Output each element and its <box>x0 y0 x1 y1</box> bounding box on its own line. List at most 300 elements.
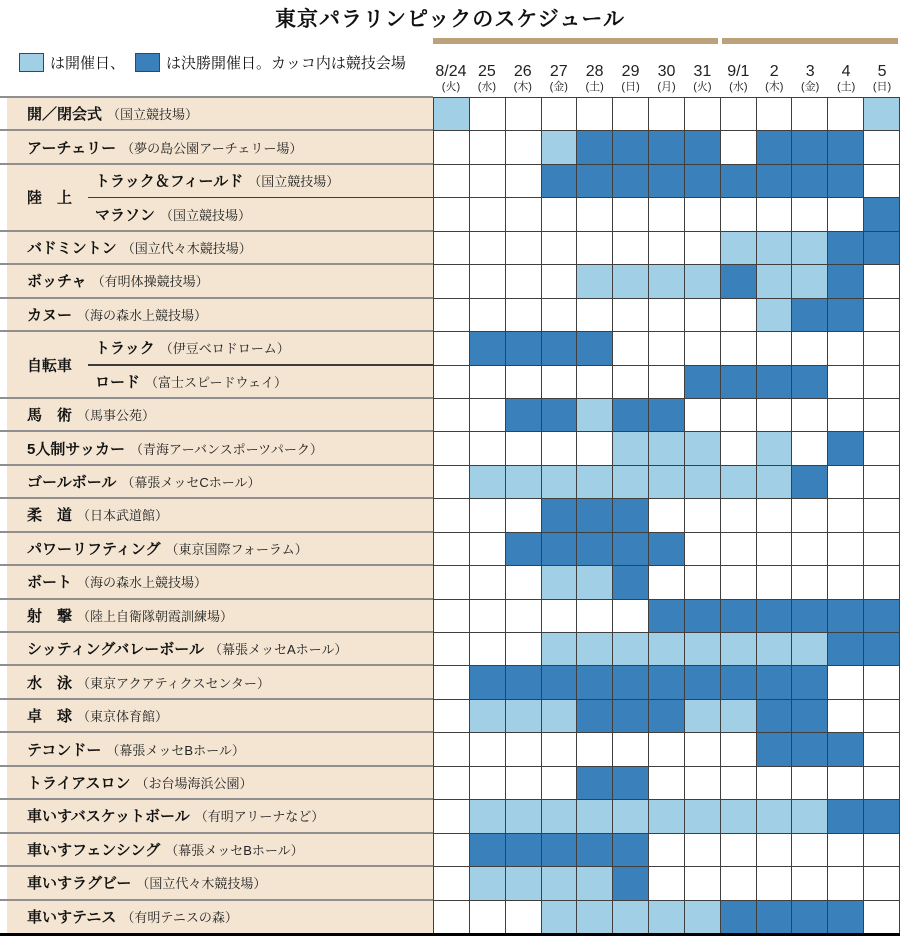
venue-name: （幕張メッセBホール） <box>165 842 304 858</box>
schedule-cell <box>469 164 505 197</box>
schedule-cell <box>505 766 541 799</box>
schedule-cell <box>863 498 900 531</box>
venue-name: （海の森水上競技場） <box>77 307 208 323</box>
schedule-cell <box>684 732 720 765</box>
table-row <box>0 532 900 565</box>
schedule-cell <box>505 833 541 866</box>
table-row <box>0 498 900 531</box>
row-label <box>0 766 433 799</box>
schedule-cell <box>541 665 577 698</box>
schedule-cell <box>756 465 792 498</box>
schedule-cell <box>863 565 900 598</box>
schedule-cell <box>648 197 684 230</box>
schedule-cell <box>541 498 577 531</box>
schedule-cell <box>576 766 612 799</box>
table-row <box>0 732 900 765</box>
schedule-cell <box>576 900 612 933</box>
schedule-cell <box>648 97 684 130</box>
schedule-cell <box>720 431 756 464</box>
schedule-cell <box>863 97 900 130</box>
schedule-cell <box>720 298 756 331</box>
schedule-cell <box>576 398 612 431</box>
date-day: 4 <box>841 63 851 80</box>
row-cells <box>433 799 900 832</box>
schedule-cell <box>684 164 720 197</box>
schedule-cell <box>684 264 720 297</box>
sport-name: マラソン <box>95 206 156 224</box>
row-cells <box>433 331 900 364</box>
row-cells <box>433 465 900 498</box>
schedule-cell <box>756 699 792 732</box>
sport-name: テコンドー <box>27 741 102 759</box>
schedule-cell <box>827 799 863 832</box>
schedule-cell <box>505 97 541 130</box>
schedule-cell <box>863 532 900 565</box>
schedule-cell <box>791 699 827 732</box>
schedule-cell <box>720 398 756 431</box>
schedule-cell <box>612 97 648 130</box>
schedule-cell <box>684 766 720 799</box>
row-cells <box>433 632 900 665</box>
schedule-cell <box>612 197 648 230</box>
schedule-cell <box>791 732 827 765</box>
schedule-cell <box>791 866 827 899</box>
schedule-cell <box>612 365 648 398</box>
schedule-cell <box>863 632 900 665</box>
schedule-cell <box>648 231 684 264</box>
date-column-header <box>756 46 792 96</box>
schedule-cell <box>756 732 792 765</box>
schedule-cell <box>505 164 541 197</box>
schedule-cell <box>576 833 612 866</box>
venue-name: （青海アーバンスポーツパーク） <box>130 441 323 457</box>
schedule-cell <box>827 900 863 933</box>
september-month-bar <box>722 38 898 44</box>
schedule-cell <box>827 498 863 531</box>
schedule-cell <box>648 365 684 398</box>
schedule-cell <box>541 900 577 933</box>
schedule-cell <box>791 532 827 565</box>
date-day: 30 <box>657 63 676 80</box>
schedule-cell <box>469 699 505 732</box>
schedule-cell <box>791 264 827 297</box>
schedule-cell <box>469 498 505 531</box>
venue-name: （国立競技場） <box>160 207 252 223</box>
schedule-cell <box>433 197 469 230</box>
schedule-cell <box>756 532 792 565</box>
schedule-cell <box>612 599 648 632</box>
schedule-cell <box>720 264 756 297</box>
schedule-cell <box>756 97 792 130</box>
schedule-cell <box>684 97 720 130</box>
schedule-cell <box>863 231 900 264</box>
date-weekday: (木) <box>513 81 532 93</box>
schedule-cell <box>684 532 720 565</box>
schedule-cell <box>612 766 648 799</box>
date-column-header <box>792 46 828 96</box>
schedule-cell <box>791 599 827 632</box>
schedule-cell <box>541 231 577 264</box>
date-day: 2 <box>769 63 779 80</box>
schedule-cell <box>612 164 648 197</box>
schedule-cell <box>469 264 505 297</box>
schedule-cell <box>720 632 756 665</box>
open-day-swatch <box>19 53 44 72</box>
venue-name: （国立代々木競技場） <box>136 876 267 892</box>
schedule-cell <box>541 465 577 498</box>
date-column-header <box>649 46 685 96</box>
sport-name: ボート <box>27 574 73 592</box>
schedule-cell <box>863 431 900 464</box>
schedule-cell <box>756 431 792 464</box>
sport-name: トラック＆フィールド <box>95 173 244 191</box>
schedule-cell <box>576 498 612 531</box>
schedule-cell <box>541 565 577 598</box>
schedule-cell <box>756 498 792 531</box>
schedule-cell <box>612 532 648 565</box>
schedule-cell <box>863 298 900 331</box>
schedule-cell <box>756 900 792 933</box>
schedule-cell <box>756 298 792 331</box>
schedule-cell <box>576 465 612 498</box>
schedule-cell <box>433 900 469 933</box>
schedule-cell <box>505 632 541 665</box>
schedule-cell <box>791 833 827 866</box>
venue-name: （お台場海浜公園） <box>135 775 253 791</box>
schedule-cell <box>648 465 684 498</box>
schedule-cell <box>612 799 648 832</box>
schedule-cell <box>505 699 541 732</box>
sport-name: トラック <box>95 340 155 358</box>
schedule-cell <box>791 766 827 799</box>
schedule-cell <box>863 665 900 698</box>
row-cells <box>433 699 900 732</box>
sport-name: ボッチャ <box>27 273 87 291</box>
schedule-cell <box>505 732 541 765</box>
schedule-cell <box>576 331 612 364</box>
schedule-cell <box>612 699 648 732</box>
schedule-cell <box>469 331 505 364</box>
schedule-cell <box>791 565 827 598</box>
legend <box>19 52 406 73</box>
schedule-cell <box>827 565 863 598</box>
schedule-cell <box>541 766 577 799</box>
schedule-cell <box>612 732 648 765</box>
schedule-cell <box>863 900 900 933</box>
venue-name: （東京国際フォーラム） <box>165 541 308 557</box>
schedule-cell <box>648 565 684 598</box>
schedule-cell <box>612 632 648 665</box>
row-cells <box>433 398 900 431</box>
schedule-cell <box>433 130 469 163</box>
schedule-cell <box>827 264 863 297</box>
schedule-cell <box>505 130 541 163</box>
sport-name: 柔 道 <box>27 507 73 525</box>
schedule-cell <box>505 365 541 398</box>
schedule-cell <box>541 365 577 398</box>
schedule-cell <box>756 331 792 364</box>
table-row <box>0 130 900 163</box>
schedule-cell <box>541 130 577 163</box>
schedule-cell <box>469 565 505 598</box>
table-row <box>0 164 900 197</box>
schedule-cell <box>612 900 648 933</box>
schedule-cell <box>541 632 577 665</box>
schedule-cell <box>863 130 900 163</box>
schedule-cell <box>505 498 541 531</box>
row-label <box>0 799 433 832</box>
date-day: 9/1 <box>727 63 750 80</box>
schedule-cell <box>433 264 469 297</box>
schedule-cell <box>612 298 648 331</box>
venue-name: （海の森水上競技場） <box>77 575 208 591</box>
schedule-cell <box>720 231 756 264</box>
schedule-cell <box>433 699 469 732</box>
schedule-cell <box>541 866 577 899</box>
schedule-cell <box>720 130 756 163</box>
schedule-cell <box>827 599 863 632</box>
table-row <box>0 565 900 598</box>
schedule-cell <box>827 197 863 230</box>
schedule-cell <box>863 365 900 398</box>
schedule-cell <box>863 331 900 364</box>
schedule-cell <box>433 766 469 799</box>
sport-name: 車いすバスケットボール <box>27 808 190 826</box>
venue-name: （馬事公苑） <box>77 408 156 424</box>
schedule-cell <box>505 799 541 832</box>
schedule-cell <box>791 298 827 331</box>
venue-name: （国立競技場） <box>248 174 340 190</box>
schedule-cell <box>756 866 792 899</box>
schedule-cell <box>827 431 863 464</box>
schedule-cell <box>720 900 756 933</box>
schedule-cell <box>433 632 469 665</box>
table-row <box>0 465 900 498</box>
schedule-cell <box>612 498 648 531</box>
schedule-cell <box>469 398 505 431</box>
table-row <box>0 699 900 732</box>
schedule-cell <box>648 398 684 431</box>
date-weekday: (日) <box>621 81 640 93</box>
row-cells <box>433 732 900 765</box>
table-row <box>0 197 900 230</box>
sport-group <box>0 331 900 398</box>
venue-name: （国立競技場） <box>107 107 199 123</box>
date-day: 29 <box>621 63 640 80</box>
schedule-cell <box>827 833 863 866</box>
schedule-cell <box>648 164 684 197</box>
sport-name: 車いすテニス <box>27 908 117 926</box>
schedule-cell <box>827 699 863 732</box>
venue-name: （幕張メッセCホール） <box>121 475 261 491</box>
schedule-cell <box>791 632 827 665</box>
row-cells <box>433 599 900 632</box>
schedule-cell <box>756 164 792 197</box>
schedule-cell <box>756 665 792 698</box>
schedule-cell <box>541 398 577 431</box>
date-column-header <box>613 46 649 96</box>
schedule-cell <box>827 365 863 398</box>
schedule-cell <box>756 632 792 665</box>
date-day: 8/24 <box>435 63 467 80</box>
schedule-cell <box>791 665 827 698</box>
schedule-cell <box>863 799 900 832</box>
schedule-cell <box>684 699 720 732</box>
row-cells <box>433 900 900 933</box>
schedule-cell <box>576 665 612 698</box>
schedule-cell <box>433 97 469 130</box>
schedule-cell <box>684 665 720 698</box>
schedule-cell <box>863 398 900 431</box>
schedule-cell <box>576 431 612 464</box>
schedule-cell <box>648 732 684 765</box>
schedule-cell <box>648 833 684 866</box>
table-row <box>0 97 900 130</box>
schedule-cell <box>791 398 827 431</box>
date-day: 5 <box>877 63 887 80</box>
row-label <box>0 699 433 732</box>
schedule-cell <box>684 900 720 933</box>
date-column-header <box>577 46 613 96</box>
sport-name: 車いすフェンシング <box>27 841 161 859</box>
schedule-cell <box>648 900 684 933</box>
venue-name: （有明アリーナなど） <box>194 809 325 825</box>
schedule-cell <box>827 632 863 665</box>
sport-name: バドミントン <box>27 239 117 257</box>
schedule-cell <box>433 665 469 698</box>
schedule-cell <box>648 632 684 665</box>
schedule-cell <box>469 632 505 665</box>
schedule-cell <box>684 130 720 163</box>
table-row <box>0 431 900 464</box>
schedule-cell <box>863 833 900 866</box>
schedule-cell <box>576 298 612 331</box>
schedule-cell <box>541 431 577 464</box>
august-month-bar <box>433 38 718 44</box>
sport-name: アーチェリー <box>27 139 117 157</box>
schedule-cell <box>648 298 684 331</box>
schedule-cell <box>469 732 505 765</box>
date-weekday: (金) <box>801 81 820 93</box>
row-label <box>0 632 433 665</box>
schedule-cell <box>541 331 577 364</box>
schedule-cell <box>505 900 541 933</box>
schedule-cell <box>648 766 684 799</box>
schedule-cell <box>433 599 469 632</box>
schedule-cell <box>541 799 577 832</box>
schedule-cell <box>469 532 505 565</box>
venue-name: （国立代々木競技場） <box>121 240 252 256</box>
row-cells <box>433 164 900 197</box>
venue-name: （富士スピードウェイ） <box>145 374 287 390</box>
sport-name: パワーリフティング <box>27 540 161 558</box>
sport-name: 開／閉会式 <box>27 106 103 124</box>
date-weekday: (水) <box>729 81 748 93</box>
schedule-cell <box>576 699 612 732</box>
schedule-cell <box>684 799 720 832</box>
schedule-cell <box>756 799 792 832</box>
row-cells <box>433 532 900 565</box>
schedule-cell <box>469 799 505 832</box>
sport-name: 車いすラグビー <box>27 875 132 893</box>
schedule-cell <box>827 766 863 799</box>
schedule-cell <box>720 699 756 732</box>
schedule-cell <box>720 599 756 632</box>
final-day-swatch <box>135 53 160 72</box>
table-row <box>0 231 900 264</box>
schedule-cell <box>827 465 863 498</box>
schedule-cell <box>827 532 863 565</box>
row-label <box>0 732 433 765</box>
schedule-cell <box>791 365 827 398</box>
schedule-cell <box>612 398 648 431</box>
group-label: 陸 上 <box>27 189 73 207</box>
schedule-cell <box>684 331 720 364</box>
schedule-cell <box>756 833 792 866</box>
schedule-cell <box>433 331 469 364</box>
schedule-cell <box>576 365 612 398</box>
page-title: 東京パラリンピックのスケジュール <box>275 8 625 31</box>
schedule-cell <box>505 599 541 632</box>
schedule-cell <box>505 298 541 331</box>
schedule-cell <box>612 665 648 698</box>
schedule-cell <box>791 465 827 498</box>
row-label <box>0 264 433 297</box>
date-column-header <box>864 46 900 96</box>
schedule-cell <box>541 97 577 130</box>
date-header <box>433 46 900 96</box>
schedule-cell <box>720 465 756 498</box>
schedule-cell <box>469 866 505 899</box>
schedule-cell <box>433 799 469 832</box>
schedule-cell <box>433 498 469 531</box>
schedule-cell <box>433 365 469 398</box>
schedule-cell <box>756 599 792 632</box>
schedule-cell <box>433 298 469 331</box>
schedule-cell <box>684 431 720 464</box>
schedule-cell <box>684 866 720 899</box>
schedule-cell <box>541 197 577 230</box>
date-column-header <box>720 46 756 96</box>
date-weekday: (木) <box>765 81 784 93</box>
schedule-cell <box>684 465 720 498</box>
schedule-cell <box>576 732 612 765</box>
date-column-header <box>828 46 864 96</box>
schedule-cell <box>827 97 863 130</box>
table-row <box>0 365 900 398</box>
schedule-cell <box>720 498 756 531</box>
schedule-cell <box>469 465 505 498</box>
date-column-header <box>433 46 469 96</box>
schedule-cell <box>791 799 827 832</box>
venue-name: （夢の島公園アーチェリー場） <box>121 140 303 156</box>
row-cells <box>433 130 900 163</box>
schedule-cell <box>827 665 863 698</box>
row-label <box>0 231 433 264</box>
schedule-cell <box>863 264 900 297</box>
schedule-cell <box>863 599 900 632</box>
schedule-cell <box>541 164 577 197</box>
row-label <box>0 599 433 632</box>
schedule-cell <box>469 665 505 698</box>
row-label <box>0 532 433 565</box>
row-label <box>0 665 433 698</box>
schedule-cell <box>505 264 541 297</box>
row-cells <box>433 365 900 398</box>
schedule-cell <box>720 665 756 698</box>
schedule-cell <box>827 866 863 899</box>
sport-name: カヌー <box>27 306 73 324</box>
